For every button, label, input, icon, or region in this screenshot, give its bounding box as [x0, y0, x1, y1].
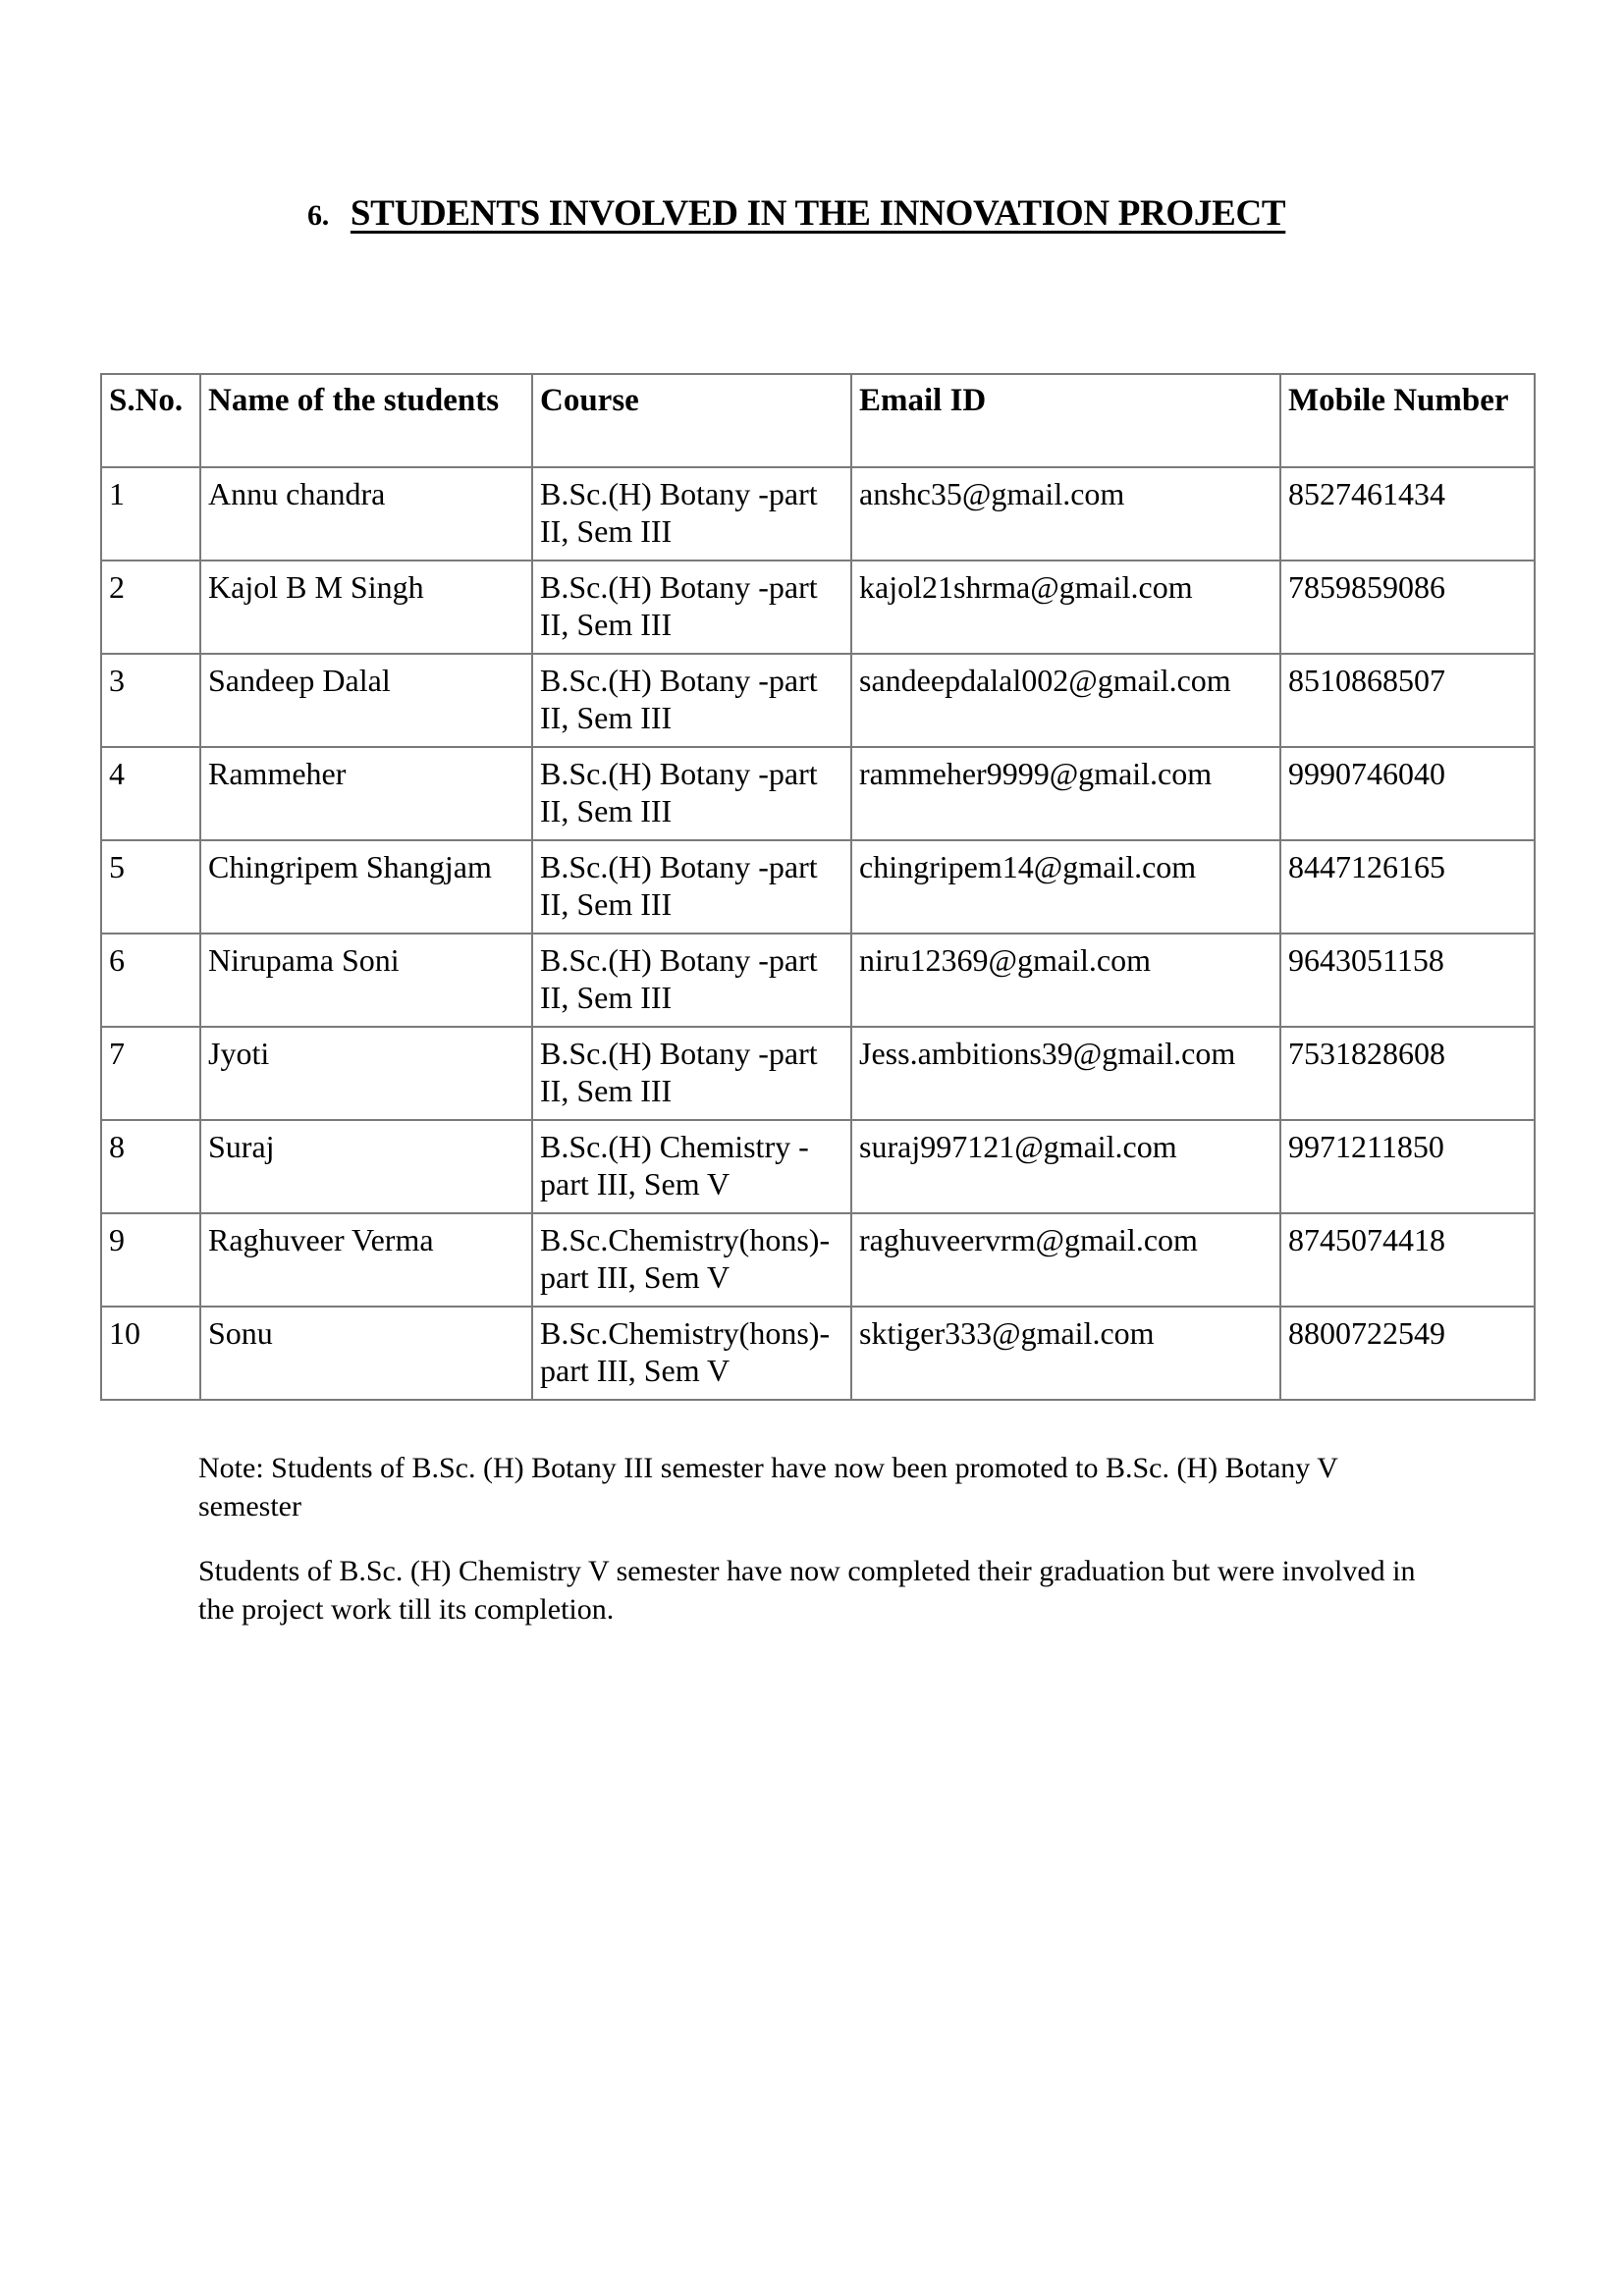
- cell-mobile: 9643051158: [1280, 934, 1535, 1027]
- cell-mobile: 8510868507: [1280, 654, 1535, 747]
- cell-email: Jess.ambitions39@gmail.com: [851, 1027, 1280, 1120]
- cell-mobile: 8800722549: [1280, 1307, 1535, 1400]
- cell-mobile: 9990746040: [1280, 747, 1535, 840]
- table-row: [101, 467, 1535, 561]
- cell-course: B.Sc.(H) Botany -part II, Sem III: [532, 1027, 851, 1120]
- table-row: [101, 934, 1535, 1027]
- cell-mobile: 8447126165: [1280, 840, 1535, 934]
- cell-mobile: 7531828608: [1280, 1027, 1535, 1120]
- table-row: [101, 840, 1535, 934]
- cell-name: Chingripem Shangjam: [200, 840, 532, 934]
- column-header-mobile: Mobile Number: [1280, 374, 1535, 467]
- cell-mobile: 8745074418: [1280, 1213, 1535, 1307]
- cell-sno: 3: [101, 654, 200, 747]
- cell-course: B.Sc.(H) Botany -part II, Sem III: [532, 561, 851, 654]
- table-row: [101, 1307, 1535, 1400]
- notes-section: [198, 1449, 1435, 1655]
- cell-email: raghuveervrm@gmail.com: [851, 1213, 1280, 1307]
- table-row: [101, 561, 1535, 654]
- cell-email: sktiger333@gmail.com: [851, 1307, 1280, 1400]
- table-row: [101, 747, 1535, 840]
- cell-name: Rammeher: [200, 747, 532, 840]
- column-header-sno: S.No.: [101, 374, 200, 467]
- cell-course: B.Sc.(H) Botany -part II, Sem III: [532, 934, 851, 1027]
- cell-name: Annu chandra: [200, 467, 532, 561]
- cell-sno: 1: [101, 467, 200, 561]
- section-heading: [307, 192, 1285, 235]
- note-promotion: Note: Students of B.Sc. (H) Botany III semester have now been promoted to B.Sc. (H) Botany V semester: [198, 1452, 1338, 1522]
- cell-sno: 7: [101, 1027, 200, 1120]
- table-row: [101, 654, 1535, 747]
- cell-course: B.Sc.(H) Botany -part II, Sem III: [532, 467, 851, 561]
- cell-mobile: 7859859086: [1280, 561, 1535, 654]
- cell-email: suraj997121@gmail.com: [851, 1120, 1280, 1213]
- cell-course: B.Sc.Chemistry(hons)-part III, Sem V: [532, 1213, 851, 1307]
- table-row: [101, 1213, 1535, 1307]
- cell-sno: 4: [101, 747, 200, 840]
- cell-name: Sonu: [200, 1307, 532, 1400]
- cell-sno: 5: [101, 840, 200, 934]
- table-row: [101, 1120, 1535, 1213]
- cell-sno: 2: [101, 561, 200, 654]
- note-graduation: Students of B.Sc. (H) Chemistry V semester have now completed their graduation but were involved in the project work till its completion.: [198, 1555, 1416, 1626]
- cell-sno: 8: [101, 1120, 200, 1213]
- cell-name: Nirupama Soni: [200, 934, 532, 1027]
- cell-email: sandeepdalal002@gmail.com: [851, 654, 1280, 747]
- cell-email: rammeher9999@gmail.com: [851, 747, 1280, 840]
- cell-name: Sandeep Dalal: [200, 654, 532, 747]
- cell-course: B.Sc.(H) Botany -part II, Sem III: [532, 747, 851, 840]
- cell-sno: 10: [101, 1307, 200, 1400]
- cell-name: Jyoti: [200, 1027, 532, 1120]
- cell-sno: 9: [101, 1213, 200, 1307]
- cell-course: B.Sc.(H) Botany -part II, Sem III: [532, 654, 851, 747]
- column-header-course: Course: [532, 374, 851, 467]
- column-header-name: Name of the students: [200, 374, 532, 467]
- cell-mobile: 9971211850: [1280, 1120, 1535, 1213]
- cell-course: B.Sc.Chemistry(hons)-part III, Sem V: [532, 1307, 851, 1400]
- cell-name: Kajol B M Singh: [200, 561, 532, 654]
- cell-email: kajol21shrma@gmail.com: [851, 561, 1280, 654]
- section-title: STUDENTS INVOLVED IN THE INNOVATION PROJECT: [350, 193, 1286, 234]
- students-table: [100, 373, 1536, 1401]
- column-header-email: Email ID: [851, 374, 1280, 467]
- section-number: 6.: [307, 199, 329, 232]
- cell-sno: 6: [101, 934, 200, 1027]
- table-header-row: [101, 374, 1535, 467]
- cell-email: anshc35@gmail.com: [851, 467, 1280, 561]
- cell-email: chingripem14@gmail.com: [851, 840, 1280, 934]
- cell-email: niru12369@gmail.com: [851, 934, 1280, 1027]
- cell-mobile: 8527461434: [1280, 467, 1535, 561]
- cell-name: Raghuveer Verma: [200, 1213, 532, 1307]
- table-row: [101, 1027, 1535, 1120]
- cell-course: B.Sc.(H) Botany -part II, Sem III: [532, 840, 851, 934]
- cell-name: Suraj: [200, 1120, 532, 1213]
- cell-course: B.Sc.(H) Chemistry -part III, Sem V: [532, 1120, 851, 1213]
